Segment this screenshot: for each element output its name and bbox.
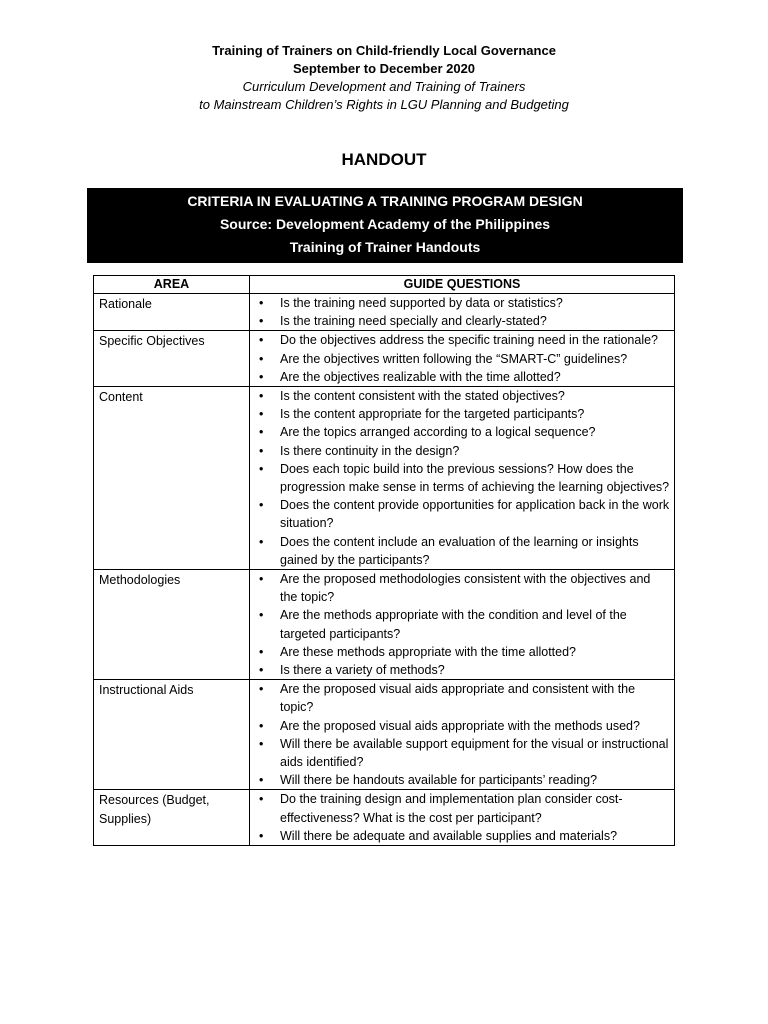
table-row xyxy=(94,680,675,790)
document-header xyxy=(0,42,768,114)
questions-cell xyxy=(250,570,675,680)
guide-question: • Do the training design and implementation plan consider cost-effectiveness? What is the cost per participant? xyxy=(250,790,670,826)
table-row xyxy=(94,294,675,331)
question-list xyxy=(250,387,670,569)
area-cell: Specific Objectives xyxy=(94,331,250,387)
guide-question: • Is the training need specially and clearly-stated? xyxy=(250,312,670,330)
guide-question: • Is the training need supported by data or statistics? xyxy=(250,294,670,312)
guide-question: • Will there be handouts available for participants’ reading? xyxy=(250,771,670,789)
guide-question: • Is the content consistent with the stated objectives? xyxy=(250,387,670,405)
guide-question: • Does each topic build into the previous sessions? How does the progression make sense in terms of achieving the learning objectives? xyxy=(250,460,670,496)
banner-source-detail: Training of Trainer Handouts xyxy=(289,239,481,255)
banner-source: Source: Development Academy of the Philippines xyxy=(219,216,551,232)
guide-question: • Does the content include an evaluation of the learning or insights gained by the participants? xyxy=(250,533,670,569)
banner-title: CRITERIA IN EVALUATING A TRAINING PROGRAM DESIGN xyxy=(187,193,583,209)
criteria-table xyxy=(93,275,675,846)
guide-question: • Are the proposed methodologies consistent with the objectives and the topic? xyxy=(250,570,670,606)
guide-question: • Will there be adequate and available supplies and materials? xyxy=(250,827,670,845)
question-list xyxy=(250,790,670,845)
area-column-header: AREA xyxy=(94,276,250,294)
guide-question: • Is there a variety of methods? xyxy=(250,661,670,679)
guide-question: • Will there be available support equipment for the visual or instructional aids identified? xyxy=(250,735,670,771)
area-cell: Methodologies xyxy=(94,570,250,680)
area-cell: Resources (Budget, Supplies) xyxy=(94,790,250,846)
questions-column-header: GUIDE QUESTIONS xyxy=(250,276,675,294)
table-row xyxy=(94,387,675,570)
header-title: Training of Trainers on Child-friendly Local Governance xyxy=(212,43,556,58)
questions-cell xyxy=(250,294,675,331)
table-row xyxy=(94,790,675,846)
header-subtitle-2: to Mainstream Children’s Rights in LGU Planning and Budgeting xyxy=(199,97,569,112)
table-header-row xyxy=(94,276,675,294)
questions-cell xyxy=(250,387,675,570)
table-body xyxy=(94,294,675,846)
guide-question: • Are the topics arranged according to a logical sequence? xyxy=(250,423,670,441)
guide-question: • Does the content provide opportunities for application back in the work situation? xyxy=(250,496,670,532)
guide-question: • Are these methods appropriate with the time allotted? xyxy=(250,643,670,661)
question-list xyxy=(250,331,670,386)
questions-cell xyxy=(250,790,675,846)
question-list xyxy=(250,294,670,330)
guide-question: • Are the objectives realizable with the time allotted? xyxy=(250,368,670,386)
question-list xyxy=(250,680,670,789)
area-cell: Instructional Aids xyxy=(94,680,250,790)
questions-cell xyxy=(250,331,675,387)
criteria-banner xyxy=(87,188,683,263)
guide-question: • Are the proposed visual aids appropriate and consistent with the topic? xyxy=(250,680,670,716)
questions-cell xyxy=(250,680,675,790)
area-cell: Rationale xyxy=(94,294,250,331)
header-subtitle: Curriculum Development and Training of Trainers xyxy=(242,79,526,94)
header-date: September to December 2020 xyxy=(292,61,476,76)
guide-question: • Are the methods appropriate with the condition and level of the targeted participants? xyxy=(250,606,670,642)
guide-question: • Is the content appropriate for the targeted participants? xyxy=(250,405,670,423)
table-row xyxy=(94,331,675,387)
question-list xyxy=(250,570,670,679)
guide-question: • Are the proposed visual aids appropriate with the methods used? xyxy=(250,717,670,735)
handout-title: HANDOUT xyxy=(341,150,427,169)
guide-question: • Do the objectives address the specific training need in the rationale? xyxy=(250,331,670,349)
guide-question: • Is there continuity in the design? xyxy=(250,442,670,460)
area-cell: Content xyxy=(94,387,250,570)
table-row xyxy=(94,570,675,680)
guide-question: • Are the objectives written following the “SMART-C” guidelines? xyxy=(250,350,670,368)
